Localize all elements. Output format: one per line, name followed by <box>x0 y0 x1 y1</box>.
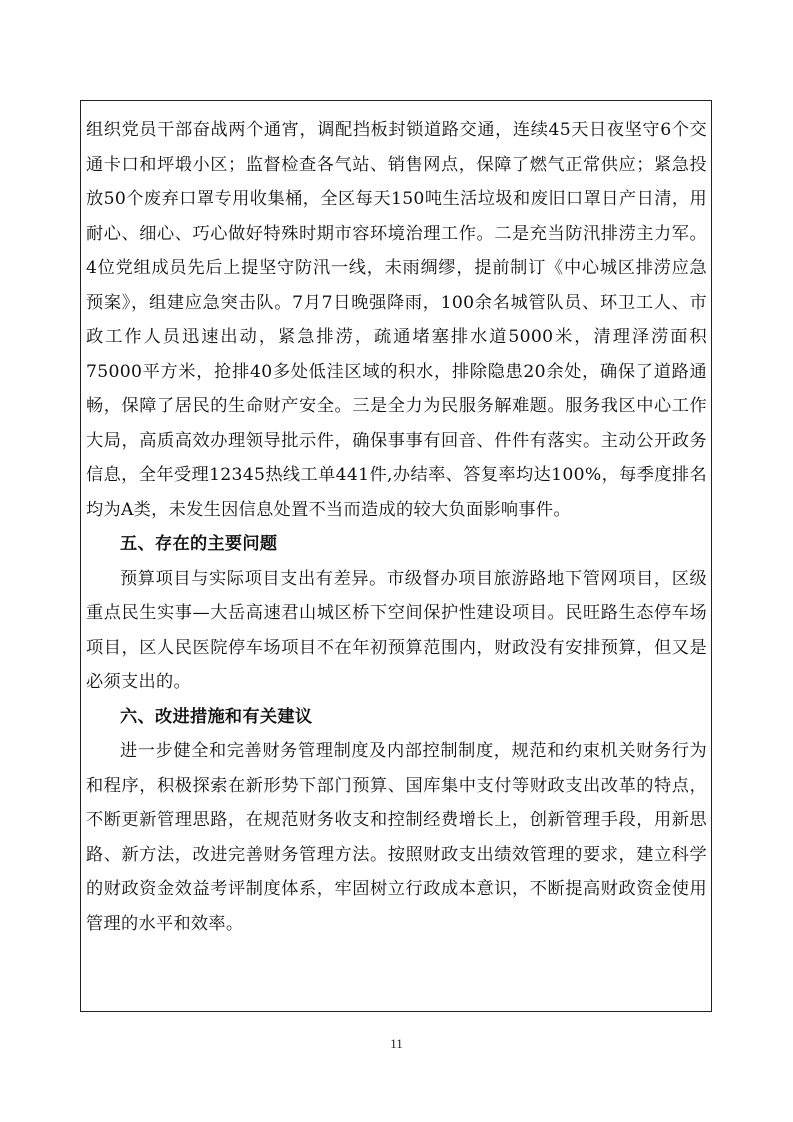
document-body <box>86 113 707 941</box>
page-number: 11 <box>390 1036 403 1051</box>
section-body-problems: 预算项目与实际项目支出有差异。市级督办项目旅游路地下管网项目，区级重点民生实事—大岳高速君山城区桥下空间保护性建设项目。民旺路生态停车场项目，区人民医院停车场项目不在年初预算范围内，财政没有安排预算，但又是必须支出的。 <box>86 568 707 692</box>
section-body-suggestions: 进一步健全和完善财务管理制度及内部控制制度，规范和约束机关财务行为和程序，积极探索在新形势下部门预算、国库集中支付等财政支出改革的特点，不断更新管理思路，在规范财务收支和控制经费增长上，创新管理手段，用新思路、新方法，改进完善财务管理方法。按照财政支出绩效管理的要求，建立科学的财政资金效益考评制度体系，牢固树立行政成本意识，不断提高财政资金使用管理的水平和效率。 <box>86 741 707 934</box>
section-heading-suggestions: 六、改进措施和有关建议 <box>120 706 313 727</box>
section-heading-problems: 五、存在的主要问题 <box>120 534 278 554</box>
paragraph-intro-continuation: 组织党员干部奋战两个通宵，调配挡板封锁道路交通，连续45天日夜坚守6个交通卡口和坪塅小区；监督检查各气站、销售网点，保障了燃气正常供应；紧急投放50个废弃口罩专用收集桶，全区每天150吨生活垃圾和废旧口罩日产日清，用耐心、细心、巧心做好特殊时期市容环境治理工作。二是充当防汛排涝主力军。4位党组成员先后上提坚守防汛一线，未雨绸缪，提前制订《中心城区排涝应急预案》，组建应急突击队。7月7日晚强降雨，100余名城管队员、环卫工人、市政工作人员迅速出动，紧急排涝，疏通堵塞排水道5000米，清理泽涝面积75000平方米，抢排40多处低洼区域的积水，排除隐患20余处，确保了道路通畅，保障了居民的生命财产安全。三是全力为民服务解难题。服务我区中心工作大局，高质高效办理领导批示件，确保事事有回音、件件有落实。主动公开政务信息，全年受理12345热线工单441件,办结率、答复率均达100%，每季度排名均为A类，未发生因信息处置不当而造成的较大负面影响事件。 <box>86 120 707 520</box>
